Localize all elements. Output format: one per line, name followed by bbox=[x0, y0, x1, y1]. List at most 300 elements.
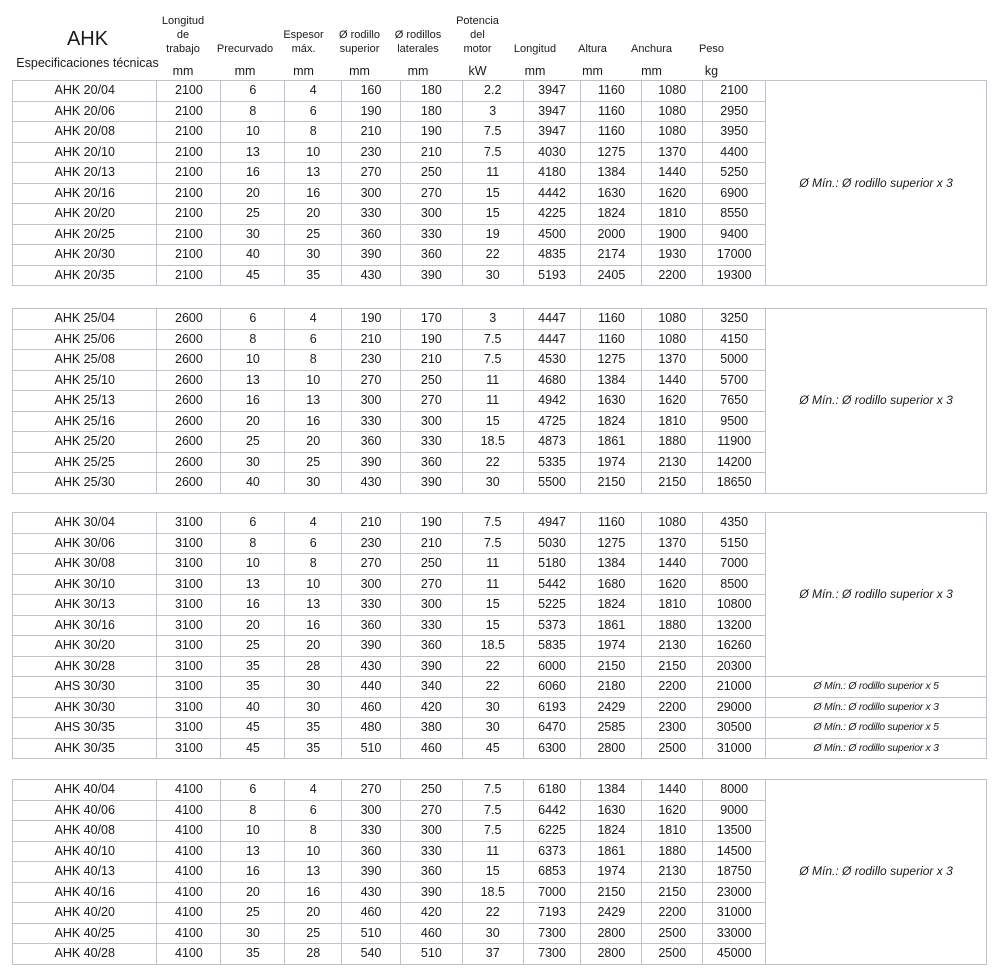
value-cell: 1974 bbox=[581, 452, 642, 473]
value-cell: 1384 bbox=[581, 370, 642, 391]
value-cell: 1275 bbox=[581, 142, 642, 163]
value-cell: 430 bbox=[342, 473, 401, 494]
value-cell: 1080 bbox=[642, 81, 703, 102]
value-cell: 16 bbox=[285, 183, 342, 204]
column-header-label: Ø rodillo superior bbox=[339, 29, 380, 55]
value-cell: 10 bbox=[221, 350, 285, 371]
value-cell: 14500 bbox=[703, 841, 766, 862]
value-cell: 7.5 bbox=[462, 350, 523, 371]
value-cell: 21000 bbox=[703, 677, 766, 698]
value-cell: 8500 bbox=[703, 574, 766, 595]
value-cell: 14200 bbox=[703, 452, 766, 473]
model-cell: AHK 30/13 bbox=[13, 595, 157, 616]
value-cell: 30 bbox=[462, 923, 523, 944]
value-cell: 3100 bbox=[157, 718, 221, 739]
column-header-label: Altura bbox=[578, 43, 607, 55]
table-row bbox=[13, 309, 987, 330]
value-cell: 4500 bbox=[523, 224, 581, 245]
spec-group bbox=[12, 80, 987, 286]
model-cell: AHK 25/25 bbox=[13, 452, 157, 473]
value-cell: 15 bbox=[462, 595, 523, 616]
value-cell: 45 bbox=[221, 718, 285, 739]
model-cell: AHK 25/06 bbox=[13, 329, 157, 350]
value-cell: 460 bbox=[400, 738, 462, 759]
column-unit: kW bbox=[468, 64, 487, 78]
value-cell: 1630 bbox=[581, 800, 642, 821]
value-cell: 1440 bbox=[642, 554, 703, 575]
value-cell: 11 bbox=[462, 163, 523, 184]
column-unit: mm bbox=[172, 64, 194, 78]
table-row bbox=[13, 81, 987, 102]
column-header bbox=[622, 4, 681, 56]
value-cell: 390 bbox=[342, 452, 401, 473]
value-cell: 460 bbox=[342, 903, 401, 924]
value-cell: 1160 bbox=[581, 101, 642, 122]
value-cell: 2180 bbox=[581, 677, 642, 698]
value-cell: 16 bbox=[221, 391, 285, 412]
value-cell: 2100 bbox=[157, 224, 221, 245]
value-cell: 8 bbox=[221, 800, 285, 821]
column-unit: mm bbox=[582, 64, 603, 78]
spec-group bbox=[12, 779, 987, 965]
spec-group-table bbox=[12, 308, 987, 494]
column-header-label: Peso bbox=[698, 43, 725, 55]
value-cell: 480 bbox=[342, 718, 401, 739]
value-cell: 8 bbox=[221, 533, 285, 554]
value-cell: 180 bbox=[400, 101, 462, 122]
value-cell: 30 bbox=[285, 697, 342, 718]
value-cell: 6 bbox=[285, 800, 342, 821]
model-cell: AHK 30/04 bbox=[13, 513, 157, 534]
value-cell: 210 bbox=[342, 122, 401, 143]
value-cell: 10 bbox=[285, 574, 342, 595]
value-cell: 340 bbox=[400, 677, 462, 698]
value-cell: 1275 bbox=[581, 533, 642, 554]
value-cell: 6 bbox=[221, 309, 285, 330]
value-cell: 3100 bbox=[157, 574, 221, 595]
model-cell: AHK 25/30 bbox=[13, 473, 157, 494]
value-cell: 16 bbox=[285, 882, 342, 903]
value-cell: 2300 bbox=[642, 718, 703, 739]
value-cell: 2600 bbox=[157, 350, 221, 371]
value-cell: 2800 bbox=[581, 738, 642, 759]
value-cell: 1370 bbox=[642, 350, 703, 371]
value-cell: 1824 bbox=[581, 595, 642, 616]
spec-group-table bbox=[12, 779, 987, 965]
model-cell: AHK 30/06 bbox=[13, 533, 157, 554]
table-row bbox=[13, 677, 987, 698]
value-cell: 35 bbox=[285, 718, 342, 739]
value-cell: 1861 bbox=[581, 432, 642, 453]
value-cell: 7193 bbox=[523, 903, 581, 924]
value-cell: 5250 bbox=[703, 163, 766, 184]
value-cell: 13 bbox=[285, 163, 342, 184]
value-cell: 300 bbox=[342, 800, 401, 821]
value-cell: 300 bbox=[342, 574, 401, 595]
value-cell: 15 bbox=[462, 183, 523, 204]
value-cell: 2130 bbox=[642, 862, 703, 883]
value-cell: 18.5 bbox=[462, 636, 523, 657]
value-cell: 6373 bbox=[523, 841, 581, 862]
value-cell: 1160 bbox=[581, 329, 642, 350]
value-cell: 1080 bbox=[642, 329, 703, 350]
column-header bbox=[214, 4, 276, 56]
value-cell: 11 bbox=[462, 391, 523, 412]
value-cell: 3 bbox=[462, 309, 523, 330]
min-diameter-note: Ø Mín.: Ø rodillo superior x 3 bbox=[766, 738, 987, 759]
value-cell: 4835 bbox=[523, 245, 581, 266]
value-cell: 25 bbox=[221, 432, 285, 453]
value-cell: 330 bbox=[400, 432, 462, 453]
value-cell: 10 bbox=[285, 370, 342, 391]
value-cell: 360 bbox=[342, 224, 401, 245]
value-cell: 4030 bbox=[523, 142, 581, 163]
value-cell: 6470 bbox=[523, 718, 581, 739]
value-cell: 7650 bbox=[703, 391, 766, 412]
value-cell: 2130 bbox=[642, 636, 703, 657]
value-cell: 390 bbox=[400, 265, 462, 286]
value-cell: 20 bbox=[221, 411, 285, 432]
min-diameter-note: Ø Mín.: Ø rodillo superior x 3 bbox=[766, 780, 987, 965]
model-cell: AHK 20/16 bbox=[13, 183, 157, 204]
model-cell: AHK 20/35 bbox=[13, 265, 157, 286]
value-cell: 4 bbox=[285, 513, 342, 534]
column-unit: mm bbox=[349, 64, 370, 78]
value-cell: 1861 bbox=[581, 615, 642, 636]
value-cell: 40 bbox=[221, 473, 285, 494]
value-cell: 360 bbox=[342, 841, 401, 862]
value-cell: 330 bbox=[400, 841, 462, 862]
value-cell: 13 bbox=[221, 370, 285, 391]
value-cell: 2100 bbox=[703, 81, 766, 102]
value-cell: 4100 bbox=[157, 780, 221, 801]
value-cell: 16 bbox=[221, 862, 285, 883]
value-cell: 10 bbox=[285, 142, 342, 163]
value-cell: 1630 bbox=[581, 183, 642, 204]
value-cell: 170 bbox=[400, 309, 462, 330]
value-cell: 19300 bbox=[703, 265, 766, 286]
value-cell: 16 bbox=[285, 615, 342, 636]
value-cell: 13 bbox=[221, 142, 285, 163]
value-cell: 5030 bbox=[523, 533, 581, 554]
value-cell: 6 bbox=[285, 329, 342, 350]
value-cell: 20 bbox=[285, 903, 342, 924]
value-cell: 7000 bbox=[703, 554, 766, 575]
value-cell: 6300 bbox=[523, 738, 581, 759]
value-cell: 4447 bbox=[523, 329, 581, 350]
value-cell: 13500 bbox=[703, 821, 766, 842]
value-cell: 5000 bbox=[703, 350, 766, 371]
table-row bbox=[13, 513, 987, 534]
value-cell: 10 bbox=[221, 554, 285, 575]
value-cell: 6900 bbox=[703, 183, 766, 204]
value-cell: 30500 bbox=[703, 718, 766, 739]
value-cell: 430 bbox=[342, 656, 401, 677]
value-cell: 1880 bbox=[642, 615, 703, 636]
value-cell: 30 bbox=[285, 677, 342, 698]
column-unit: kg bbox=[704, 64, 719, 78]
value-cell: 2429 bbox=[581, 697, 642, 718]
value-cell: 300 bbox=[342, 391, 401, 412]
value-cell: 2150 bbox=[642, 473, 703, 494]
value-cell: 250 bbox=[400, 370, 462, 391]
value-cell: 3100 bbox=[157, 656, 221, 677]
column-header-label: Anchura bbox=[631, 43, 672, 55]
column-header bbox=[388, 4, 448, 56]
value-cell: 6 bbox=[221, 780, 285, 801]
model-cell: AHK 20/04 bbox=[13, 81, 157, 102]
value-cell: 360 bbox=[400, 862, 462, 883]
value-cell: 30 bbox=[221, 224, 285, 245]
value-cell: 2405 bbox=[581, 265, 642, 286]
value-cell: 1861 bbox=[581, 841, 642, 862]
spec-group bbox=[12, 308, 987, 494]
value-cell: 30 bbox=[221, 923, 285, 944]
table-row bbox=[13, 718, 987, 739]
value-cell: 230 bbox=[342, 142, 401, 163]
value-cell: 2600 bbox=[157, 473, 221, 494]
value-cell: 8 bbox=[221, 329, 285, 350]
value-cell: 190 bbox=[342, 309, 401, 330]
model-cell: AHK 40/20 bbox=[13, 903, 157, 924]
value-cell: 3950 bbox=[703, 122, 766, 143]
value-cell: 15 bbox=[462, 411, 523, 432]
value-cell: 13 bbox=[221, 574, 285, 595]
value-cell: 230 bbox=[342, 533, 401, 554]
value-cell: 20 bbox=[221, 882, 285, 903]
value-cell: 9500 bbox=[703, 411, 766, 432]
value-cell: 430 bbox=[342, 265, 401, 286]
value-cell: 4447 bbox=[523, 309, 581, 330]
value-cell: 9000 bbox=[703, 800, 766, 821]
value-cell: 7000 bbox=[523, 882, 581, 903]
min-diameter-note: Ø Mín.: Ø rodillo superior x 5 bbox=[766, 718, 987, 739]
value-cell: 250 bbox=[400, 554, 462, 575]
value-cell: 1630 bbox=[581, 391, 642, 412]
value-cell: 270 bbox=[342, 370, 401, 391]
value-cell: 1080 bbox=[642, 122, 703, 143]
value-cell: 4100 bbox=[157, 821, 221, 842]
value-cell: 18.5 bbox=[462, 432, 523, 453]
value-cell: 4100 bbox=[157, 923, 221, 944]
value-cell: 250 bbox=[400, 163, 462, 184]
value-cell: 4 bbox=[285, 309, 342, 330]
value-cell: 1824 bbox=[581, 204, 642, 225]
value-cell: 8 bbox=[285, 554, 342, 575]
value-cell: 8000 bbox=[703, 780, 766, 801]
value-cell: 2600 bbox=[157, 329, 221, 350]
column-header-label: Ø rodillos laterales bbox=[394, 29, 442, 55]
value-cell: 7.5 bbox=[462, 142, 523, 163]
model-cell: AHK 30/35 bbox=[13, 738, 157, 759]
value-cell: 4180 bbox=[523, 163, 581, 184]
value-cell: 360 bbox=[400, 245, 462, 266]
value-cell: 6 bbox=[221, 513, 285, 534]
value-cell: 10800 bbox=[703, 595, 766, 616]
value-cell: 330 bbox=[342, 411, 401, 432]
value-cell: 3 bbox=[462, 101, 523, 122]
table-row bbox=[13, 697, 987, 718]
value-cell: 440 bbox=[342, 677, 401, 698]
value-cell: 1974 bbox=[581, 636, 642, 657]
value-cell: 6442 bbox=[523, 800, 581, 821]
value-cell: 460 bbox=[342, 697, 401, 718]
value-cell: 1384 bbox=[581, 163, 642, 184]
value-cell: 30 bbox=[285, 473, 342, 494]
value-cell: 3100 bbox=[157, 697, 221, 718]
min-diameter-note: Ø Mín.: Ø rodillo superior x 3 bbox=[766, 513, 987, 677]
value-cell: 30 bbox=[285, 245, 342, 266]
value-cell: 25 bbox=[221, 636, 285, 657]
value-cell: 2600 bbox=[157, 432, 221, 453]
value-cell: 390 bbox=[342, 636, 401, 657]
value-cell: 6 bbox=[221, 81, 285, 102]
value-cell: 25 bbox=[285, 452, 342, 473]
value-cell: 2150 bbox=[642, 656, 703, 677]
value-cell: 2150 bbox=[581, 882, 642, 903]
value-cell: 4100 bbox=[157, 862, 221, 883]
value-cell: 2200 bbox=[642, 903, 703, 924]
value-cell: 5193 bbox=[523, 265, 581, 286]
column-header bbox=[331, 4, 388, 56]
model-cell: AHK 40/06 bbox=[13, 800, 157, 821]
value-cell: 35 bbox=[221, 656, 285, 677]
value-cell: 2429 bbox=[581, 903, 642, 924]
value-cell: 28 bbox=[285, 656, 342, 677]
value-cell: 270 bbox=[400, 574, 462, 595]
spec-group bbox=[12, 512, 987, 759]
value-cell: 1080 bbox=[642, 101, 703, 122]
value-cell: 330 bbox=[342, 595, 401, 616]
model-cell: AHK 40/28 bbox=[13, 944, 157, 965]
value-cell: 390 bbox=[342, 862, 401, 883]
value-cell: 5500 bbox=[523, 473, 581, 494]
column-header bbox=[152, 4, 214, 56]
value-cell: 2100 bbox=[157, 163, 221, 184]
model-cell: AHK 30/10 bbox=[13, 574, 157, 595]
value-cell: 30 bbox=[221, 452, 285, 473]
value-cell: 6225 bbox=[523, 821, 581, 842]
value-cell: 7.5 bbox=[462, 821, 523, 842]
model-cell: AHK 40/04 bbox=[13, 780, 157, 801]
value-cell: 16 bbox=[221, 595, 285, 616]
value-cell: 360 bbox=[342, 615, 401, 636]
model-cell: AHS 30/35 bbox=[13, 718, 157, 739]
value-cell: 18750 bbox=[703, 862, 766, 883]
value-cell: 25 bbox=[285, 224, 342, 245]
value-cell: 6060 bbox=[523, 677, 581, 698]
value-cell: 2950 bbox=[703, 101, 766, 122]
value-cell: 390 bbox=[400, 882, 462, 903]
value-cell: 4100 bbox=[157, 903, 221, 924]
model-cell: AHK 25/20 bbox=[13, 432, 157, 453]
value-cell: 300 bbox=[400, 595, 462, 616]
value-cell: 2200 bbox=[642, 265, 703, 286]
value-cell: 270 bbox=[400, 183, 462, 204]
model-cell: AHK 30/30 bbox=[13, 697, 157, 718]
value-cell: 1974 bbox=[581, 862, 642, 883]
value-cell: 3100 bbox=[157, 677, 221, 698]
value-cell: 45 bbox=[462, 738, 523, 759]
column-header bbox=[276, 4, 331, 56]
value-cell: 1930 bbox=[642, 245, 703, 266]
value-cell: 190 bbox=[400, 329, 462, 350]
value-cell: 4 bbox=[285, 81, 342, 102]
value-cell: 390 bbox=[400, 473, 462, 494]
value-cell: 18650 bbox=[703, 473, 766, 494]
value-cell: 390 bbox=[400, 656, 462, 677]
value-cell: 1440 bbox=[642, 370, 703, 391]
column-header-label: Potencia del motor bbox=[456, 15, 499, 55]
value-cell: 2150 bbox=[581, 656, 642, 677]
value-cell: 40 bbox=[221, 245, 285, 266]
value-cell: 460 bbox=[400, 923, 462, 944]
value-cell: 6 bbox=[285, 533, 342, 554]
value-cell: 1620 bbox=[642, 800, 703, 821]
value-cell: 8 bbox=[285, 122, 342, 143]
value-cell: 11900 bbox=[703, 432, 766, 453]
value-cell: 300 bbox=[400, 411, 462, 432]
value-cell: 330 bbox=[400, 615, 462, 636]
value-cell: 4947 bbox=[523, 513, 581, 534]
value-cell: 1880 bbox=[642, 841, 703, 862]
value-cell: 2200 bbox=[642, 677, 703, 698]
value-cell: 270 bbox=[400, 391, 462, 412]
value-cell: 5180 bbox=[523, 554, 581, 575]
value-cell: 2200 bbox=[642, 697, 703, 718]
value-cell: 300 bbox=[400, 204, 462, 225]
value-cell: 390 bbox=[342, 245, 401, 266]
value-cell: 270 bbox=[342, 163, 401, 184]
value-cell: 35 bbox=[285, 738, 342, 759]
value-cell: 1880 bbox=[642, 432, 703, 453]
value-cell: 30 bbox=[462, 697, 523, 718]
value-cell: 2600 bbox=[157, 452, 221, 473]
value-cell: 35 bbox=[221, 677, 285, 698]
value-cell: 1160 bbox=[581, 309, 642, 330]
column-header bbox=[507, 4, 563, 56]
value-cell: 20 bbox=[285, 432, 342, 453]
value-cell: 210 bbox=[400, 142, 462, 163]
value-cell: 7.5 bbox=[462, 513, 523, 534]
value-cell: 270 bbox=[400, 800, 462, 821]
value-cell: 2500 bbox=[642, 944, 703, 965]
table-row bbox=[13, 738, 987, 759]
value-cell: 2600 bbox=[157, 411, 221, 432]
value-cell: 22 bbox=[462, 656, 523, 677]
value-cell: 190 bbox=[400, 122, 462, 143]
value-cell: 22 bbox=[462, 677, 523, 698]
value-cell: 1370 bbox=[642, 142, 703, 163]
value-cell: 2500 bbox=[642, 923, 703, 944]
column-header-label: Espesor máx. bbox=[283, 29, 324, 55]
value-cell: 4100 bbox=[157, 800, 221, 821]
value-cell: 4100 bbox=[157, 882, 221, 903]
value-cell: 1824 bbox=[581, 821, 642, 842]
value-cell: 210 bbox=[400, 533, 462, 554]
value-cell: 29000 bbox=[703, 697, 766, 718]
model-cell: AHK 20/06 bbox=[13, 101, 157, 122]
value-cell: 2100 bbox=[157, 204, 221, 225]
column-header-label: Precurvado bbox=[216, 43, 274, 55]
value-cell: 28 bbox=[285, 944, 342, 965]
value-cell: 25 bbox=[285, 923, 342, 944]
value-cell: 1810 bbox=[642, 595, 703, 616]
value-cell: 7300 bbox=[523, 944, 581, 965]
value-cell: 13 bbox=[221, 841, 285, 862]
value-cell: 360 bbox=[400, 452, 462, 473]
value-cell: 8 bbox=[221, 101, 285, 122]
